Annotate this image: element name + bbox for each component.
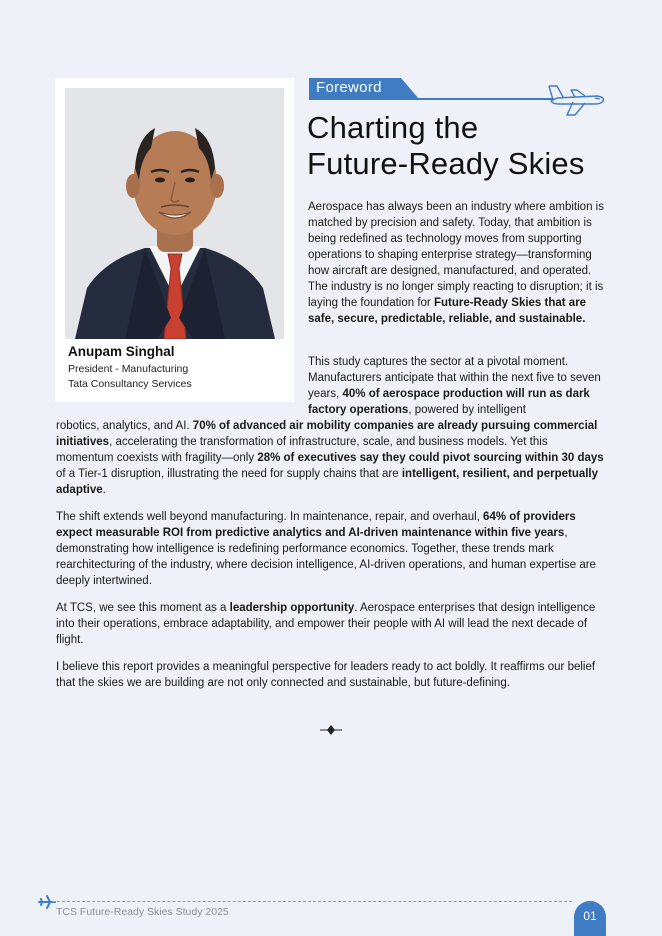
p2-bold-4: intelligent, resilient, and perpetually adaptive (56, 468, 599, 496)
p4-bold: leadership opportunity (229, 602, 355, 614)
p2-bold-2: 70% of advanced air mobility companies are already pursuing commercial initiatives (56, 420, 598, 448)
person-role: President - Manufacturing (68, 363, 189, 375)
p2-text-6: . (102, 484, 106, 496)
section-tab-label: Foreword (316, 79, 382, 96)
footer-text: TCS Future-Ready Skies Study 2025 (56, 906, 229, 918)
page-number: 01 (583, 909, 597, 923)
paragraph-1 (308, 199, 605, 327)
p1-bold: Future-Ready Skies that are safe, secure, predictable, reliable, and sustainable. (308, 297, 587, 325)
p3-text-2: , demonstrating how intelligence is redefining performance economics. Together, these trends mark rearchitecturing of the industry, where decision intelligence, AI-driven operations, and human expertise are deeply intertwined. (56, 527, 596, 587)
p1-text: Aerospace has always been an industry where ambition is matched by precision and safety. Today, that ambition is being redefined as technology moves from supporting operations to shaping enterprise strategy—transforming how aircraft are designed, manufactured, and operated. The industry is no longer simply reacting to disruption; it is laying the foundation for (308, 201, 604, 309)
portrait-photo (65, 88, 284, 339)
small-plane-icon (38, 894, 56, 910)
p2-bold-1: 40% of aerospace production will run as dark factory operations (308, 388, 590, 416)
paragraph-5: I believe this report provides a meaningful perspective for leaders ready to act boldly. It reaffirms our belief that the skies we are building are not only connected and sustainable, but future-defining. (56, 661, 596, 689)
paragraph-2 (308, 354, 605, 418)
diamond-ornament-icon (318, 723, 344, 737)
p2-text-3: robotics, analytics, and AI. (56, 420, 193, 432)
portrait-illustration (65, 88, 284, 339)
p2-text-1: This study captures the sector at a pivotal moment. Manufacturers anticipate that within the next five to seven years, (308, 356, 601, 400)
footer-dashed-line (52, 901, 572, 902)
person-name: Anupam Singhal (68, 344, 175, 359)
p2-text-2: , powered by intelligent (408, 404, 526, 416)
paragraph-4 (56, 600, 606, 648)
p4-text-2: . Aerospace enterprises that design intelligence into their operations, embrace adaptability, and empower their people with AI will lead the next decade of flight. (56, 602, 596, 646)
p2-text-5: of a Tier-1 disruption, illustrating the need for supply chains that are (56, 468, 402, 480)
portrait-card (55, 78, 294, 402)
title-line-2: Future-Ready Skies (307, 146, 585, 181)
p3-bold: 64% of providers expect measurable ROI from predictive analytics and AI-driven maintenance within five years (56, 511, 576, 539)
paragraph-3 (56, 509, 608, 589)
title-line-1: Charting the (307, 110, 479, 145)
p3-text-1: The shift extends well beyond manufacturing. In maintenance, repair, and overhaul, (56, 511, 484, 523)
page-title (307, 110, 585, 182)
tab-underline (309, 98, 554, 100)
p2-bold-3: 28% of executives say they could pivot sourcing within 30 days (257, 452, 604, 464)
paragraph-2-continued (56, 418, 606, 498)
person-company: Tata Consultancy Services (68, 378, 192, 390)
p4-text-1: At TCS, we see this moment as a (56, 602, 230, 614)
p2-text-4: , accelerating the transformation of infrastructure, scale, and business models. Yet this momentum coexists with fragility—only (56, 436, 548, 464)
